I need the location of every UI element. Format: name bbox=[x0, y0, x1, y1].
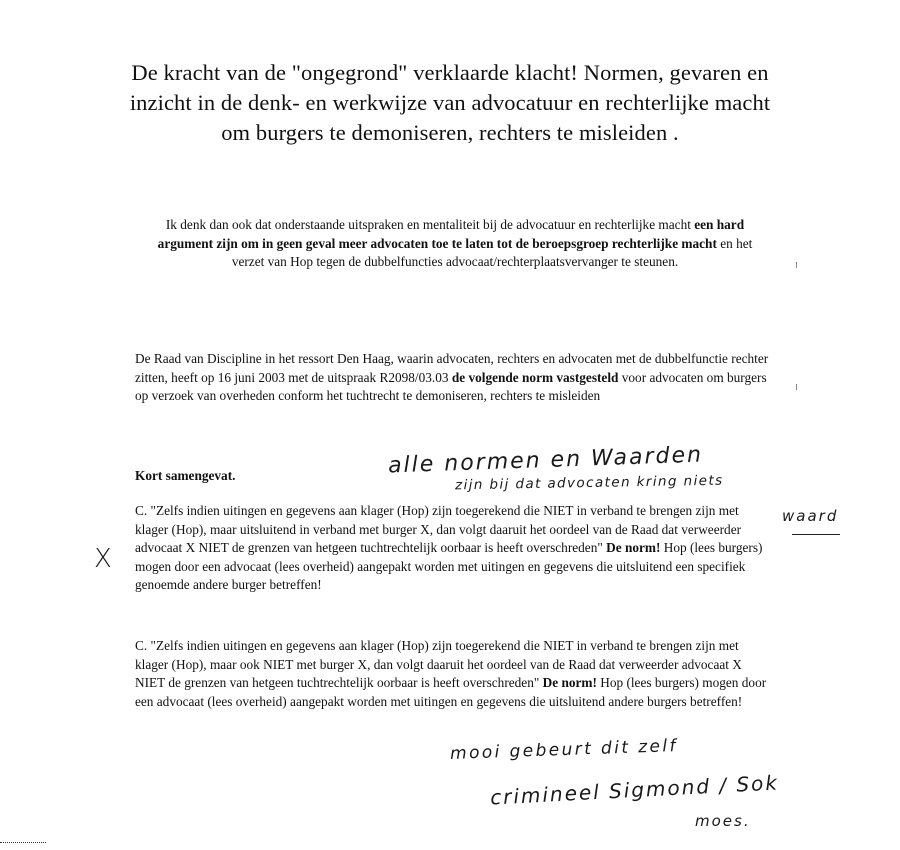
c1-text-1: C. "Zelfs indien uitingen en gegevens aan klager (Hop) zijn toegerekend die NIET in verband te brengen zijn met klager (Hop), maar uitsluitend in verband met burger X, dan volgt daaruit het oordeel van de Raad dat verweerder advocaat X NIET de grenzen van hetgeen tuchtrechtelijk oorbaar is heeft overschreden" bbox=[135, 503, 742, 555]
bottom-dotted-line bbox=[0, 842, 46, 843]
intro-bold: een hard argument zijn om in geen geval meer advocaten toe te laten tot de beroepsgroep rechterlijke macht bbox=[157, 217, 745, 251]
handwritten-note-line3: waard bbox=[782, 507, 839, 525]
c2-text-1: C. "Zelfs indien uitingen en gegevens aan klager (Hop) zijn toegerekend die NIET in verband te brengen zijn met klager (Hop), maar ook NIET met burger X, dan volgt daaruit het oordeel van de Raad dat verweerder advocaat X NIET de grenzen van hetgeen tuchtrechtelijk oorbaar is heeft overschreden" bbox=[135, 638, 742, 690]
document-title: De kracht van de "ongegrond" verklaarde klacht! Normen, gevaren en inzicht in de denk- en werkwijze van advocatuur en rechterlijke macht om burgers te demoniseren, rechters te misleiden . bbox=[129, 60, 771, 145]
raad-text-2: voor advocaten om burgers op verzoek van overheden conform het tuchtrecht te demoniseren, rechters te misleiden bbox=[135, 369, 767, 403]
handwritten-underline bbox=[792, 534, 840, 535]
intro-paragraph bbox=[140, 216, 770, 272]
c1-text-2: Hop (lees burgers) mogen door een advocaat (lees overheid) aangepakt worden met uitingen en gegevens die uitsluitend een specifiek genoemde andere burger betreffen! bbox=[135, 540, 763, 592]
c2-text-2: Hop (lees burgers) mogen door een advocaat (lees overheid) aangepakt worden met uitingen en gegevens die uitsluitend andere burgers betreffen! bbox=[135, 675, 767, 709]
handwritten-note-line2: zijn bij dat advocaten kring niets bbox=[454, 472, 724, 494]
point-c2-paragraph bbox=[135, 637, 775, 711]
raad-bold: de volgende norm vastgesteld bbox=[451, 369, 619, 385]
margin-mark bbox=[796, 262, 797, 268]
handwritten-note-bottom1: mooi gebeurt dit zelf bbox=[449, 736, 679, 764]
margin-mark bbox=[796, 384, 797, 390]
intro-text-1: Ik denk dan ook dat onderstaande uitspraken en mentaliteit bij de advocatuur en rechterlijke macht bbox=[165, 217, 695, 232]
point-c1-paragraph bbox=[135, 502, 775, 595]
handwritten-x-mark: X bbox=[94, 544, 112, 574]
c2-bold: De norm! bbox=[542, 675, 597, 690]
raad-text-1: De Raad van Discipline in het ressort Den Haag, waarin advocaten, rechters en advocaten met de dubbelfunctie rechter zitten, heeft op 16 juni 2003 met de uitspraak R2098/03.03 bbox=[135, 351, 769, 385]
c1-bold: De norm! bbox=[606, 540, 661, 555]
handwritten-note-line1: alle normen en Waarden bbox=[387, 442, 704, 479]
handwritten-note-bottom3: moes. bbox=[695, 812, 751, 830]
handwritten-note-bottom2: crimineel Sigmond / Sok bbox=[489, 770, 780, 810]
raad-paragraph bbox=[135, 350, 775, 406]
intro-text-2: en het verzet van Hop tegen de dubbelfuncties advocaat/rechterplaatsvervanger te steunen. bbox=[231, 235, 753, 269]
section-heading: Kort samengevat. bbox=[135, 468, 236, 483]
